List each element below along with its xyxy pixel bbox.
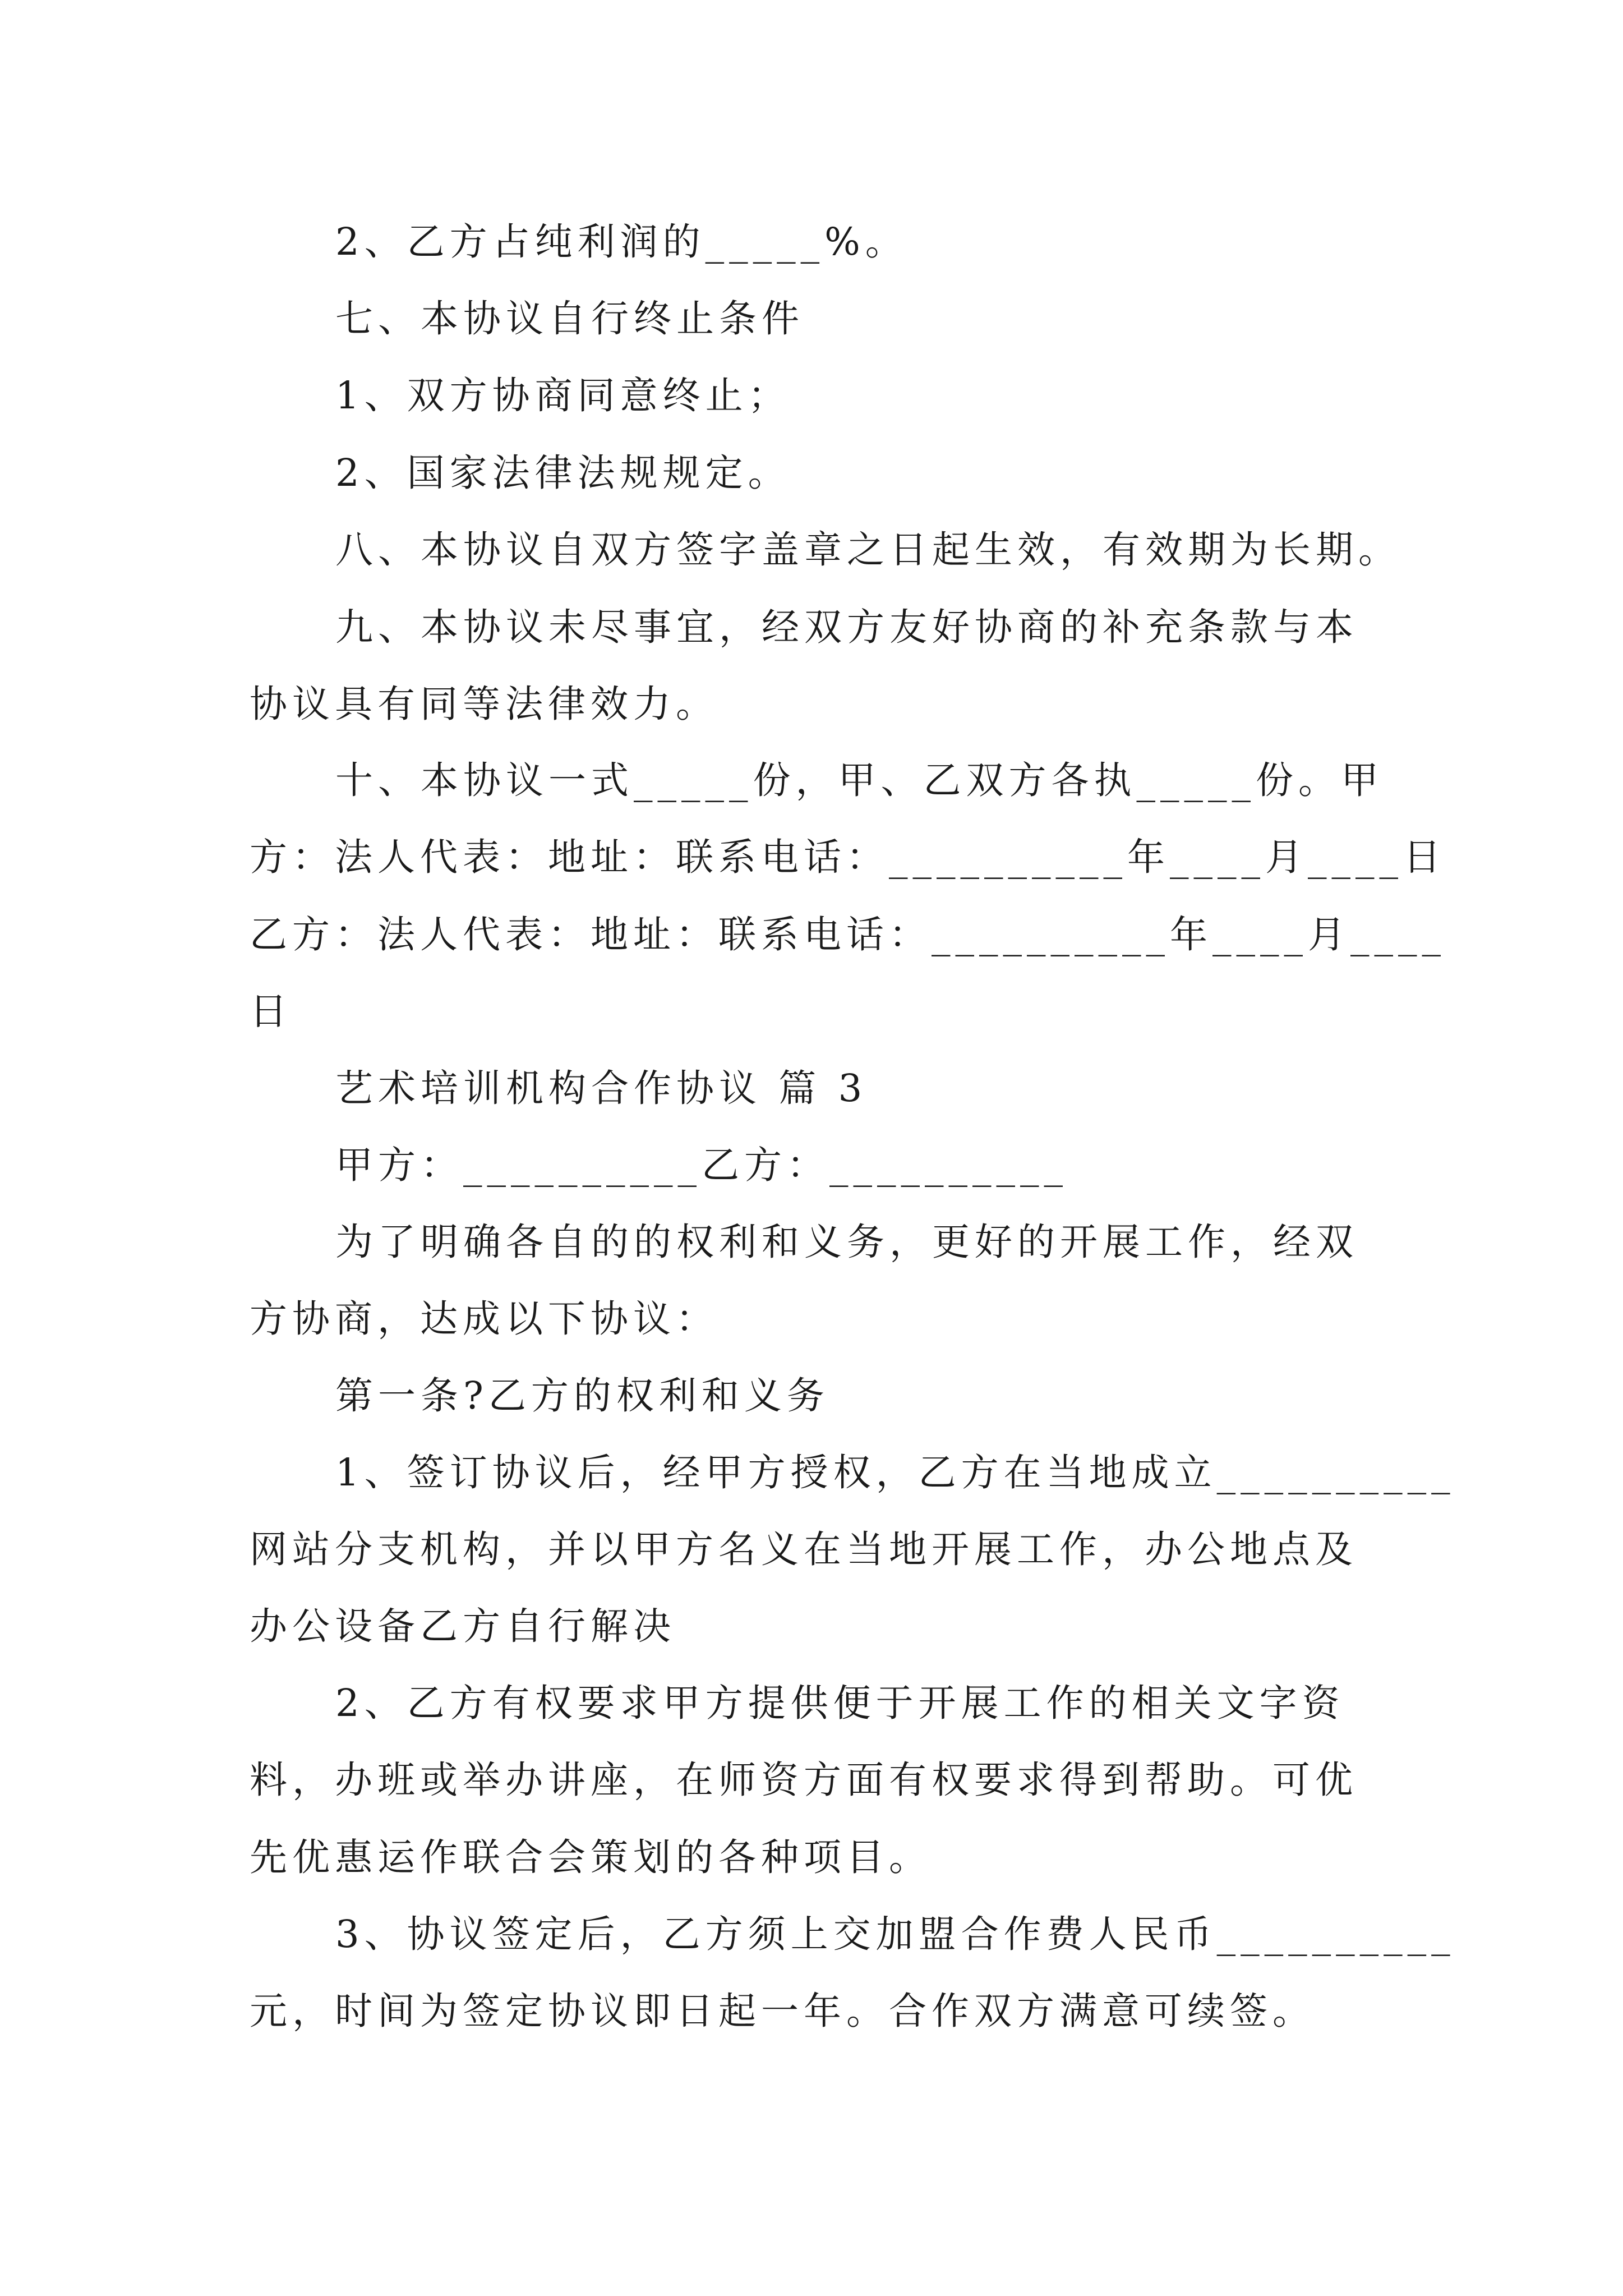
parties-line: 甲方：__________乙方：__________ (335, 1143, 1068, 1187)
agreement-title: 艺术培训机构合作协议 篇 3 (335, 1066, 868, 1110)
section-10-line-3: 乙方：法人代表：地址：联系电话：__________年____月____ (250, 913, 1446, 956)
clause-termination-1: 1、双方协商同意终止； (335, 374, 791, 417)
section-9-line-1: 九、本协议未尽事宜，经双方友好协商的补充条款与本 (335, 605, 1358, 649)
section-10-line-2: 方：法人代表：地址：联系电话：__________年____月____日 (250, 835, 1446, 879)
article-1-item-2-line-2: 料，办班或举办讲座，在师资方面有权要求得到帮助。可优 (250, 1758, 1358, 1802)
article-1-item-2-line-3: 先优惠运作联合会策划的各种项目。 (250, 1835, 932, 1879)
section-8-text: 八、本协议自双方签字盖章之日起生效，有效期为长期。 (335, 528, 1401, 572)
article-1-item-2-line-1: 2、乙方有权要求甲方提供便于开展工作的相关文字资 (335, 1681, 1345, 1725)
article-1-heading: 第一条?乙方的权利和义务 (335, 1374, 829, 1418)
section-10-line-1: 十、本协议一式_____份，甲、乙双方各执_____份。甲 (335, 758, 1384, 802)
section-7-heading: 七、本协议自行终止条件 (335, 297, 804, 341)
preamble-line-2: 方协商，达成以下协议： (250, 1297, 718, 1341)
section-9-line-2: 协议具有同等法律效力。 (250, 682, 718, 726)
article-1-item-1-line-3: 办公设备乙方自行解决 (250, 1604, 676, 1648)
clause-profit-share: 2、乙方占纯利润的_____%。 (335, 220, 908, 264)
clause-termination-2: 2、国家法律法规规定。 (335, 451, 791, 495)
article-1-item-1-line-1: 1、签订协议后，经甲方授权，乙方在当地成立__________ (335, 1451, 1455, 1494)
article-1-item-3-line-1: 3、协议签定后，乙方须上交加盟合作费人民币__________ (335, 1912, 1455, 1956)
section-10-line-4: 日 (250, 990, 292, 1033)
preamble-line-1: 为了明确各自的的权利和义务，更好的开展工作，经双 (335, 1220, 1358, 1264)
article-1-item-1-line-2: 网站分支机构，并以甲方名义在当地开展工作，办公地点及 (250, 1527, 1358, 1571)
article-1-item-3-line-2: 元，时间为签定协议即日起一年。合作双方满意可续签。 (250, 1989, 1315, 2033)
